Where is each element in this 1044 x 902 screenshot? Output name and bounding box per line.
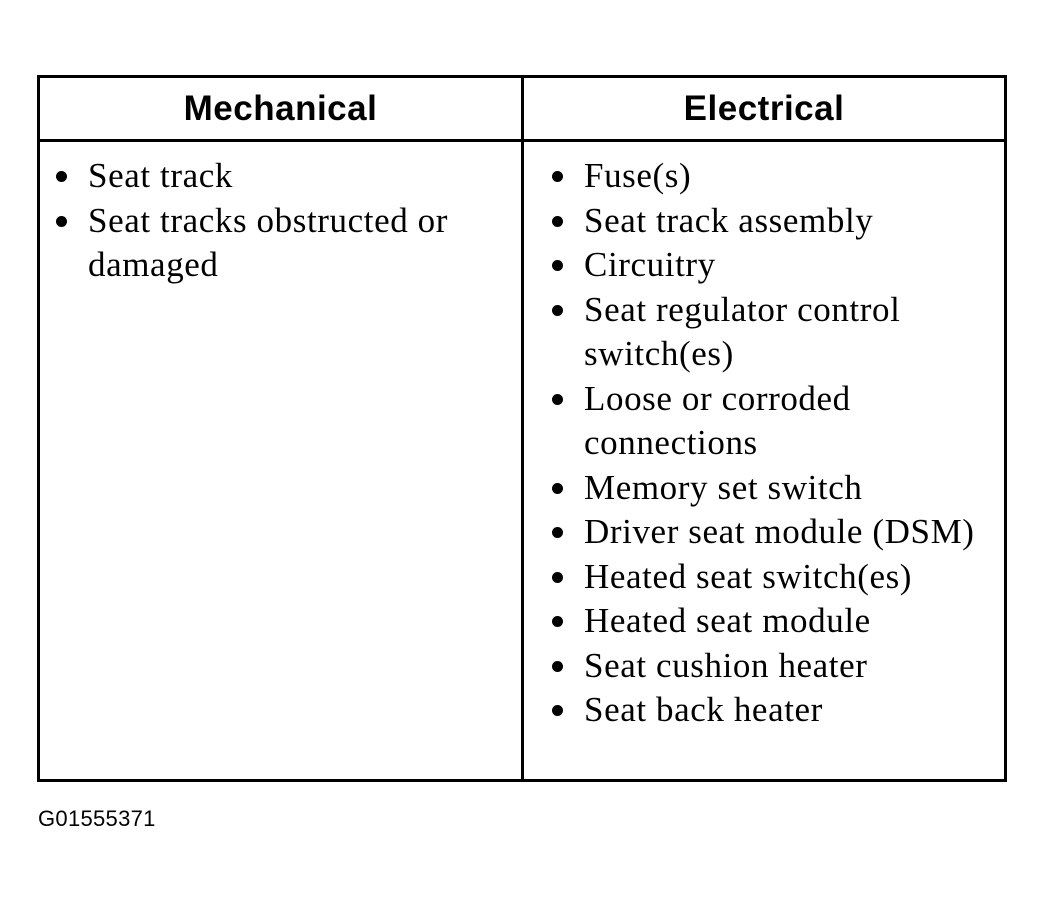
mechanical-list-item: [52, 199, 512, 288]
figure-id: G01555371: [38, 806, 156, 831]
bullet-icon: [552, 572, 563, 583]
bullet-icon: [552, 616, 563, 627]
bullet-icon: [552, 216, 563, 227]
header-divider: [40, 139, 1004, 142]
electrical-list-item: [548, 377, 998, 466]
list-item-text: Seat back heater: [584, 690, 823, 729]
mechanical-list-item: [52, 154, 512, 199]
electrical-list-item: [548, 199, 998, 244]
diagnosis-table: [37, 75, 1007, 782]
mechanical-list: [52, 154, 512, 288]
list-item-text: Seat track: [88, 156, 233, 195]
bullet-icon: [552, 527, 563, 538]
list-item-text: Loose or corroded connections: [584, 378, 851, 462]
list-item-text: Seat regulator control switch(es): [584, 289, 901, 373]
bullet-icon: [552, 305, 563, 316]
electrical-column-header: Electrical: [683, 88, 845, 128]
electrical-list-item: [548, 555, 998, 600]
column-divider: [521, 78, 524, 779]
electrical-list: [548, 154, 998, 733]
list-item-text: Heated seat module: [584, 601, 871, 640]
bullet-icon: [552, 705, 563, 716]
list-item-text: Seat cushion heater: [584, 645, 868, 685]
list-item-text: Heated seat switch(es): [584, 556, 913, 596]
electrical-list-item: [548, 243, 998, 288]
bullet-icon: [56, 171, 67, 182]
electrical-list-item: [548, 688, 998, 733]
list-item-text: Driver seat module (DSM): [584, 512, 975, 551]
electrical-list-item: [548, 644, 998, 689]
list-item-text: Memory set switch: [584, 467, 863, 507]
electrical-list-item: [548, 599, 998, 644]
list-item-text: Fuse(s): [584, 156, 692, 195]
electrical-list-item: [548, 288, 998, 377]
bullet-icon: [552, 483, 563, 494]
bullet-icon: [552, 260, 563, 271]
bullet-icon: [552, 661, 563, 672]
electrical-list-item: [548, 466, 998, 511]
list-item-text: Circuitry: [584, 245, 716, 284]
list-item-text: Seat tracks obstructed or damaged: [88, 200, 449, 284]
list-item-text: Seat track assembly: [584, 200, 874, 240]
bullet-icon: [56, 216, 67, 227]
electrical-list-item: [548, 510, 998, 555]
bullet-icon: [552, 171, 563, 182]
electrical-list-item: [548, 154, 998, 199]
mechanical-column-header: Mechanical: [183, 88, 378, 128]
bullet-icon: [552, 394, 563, 405]
